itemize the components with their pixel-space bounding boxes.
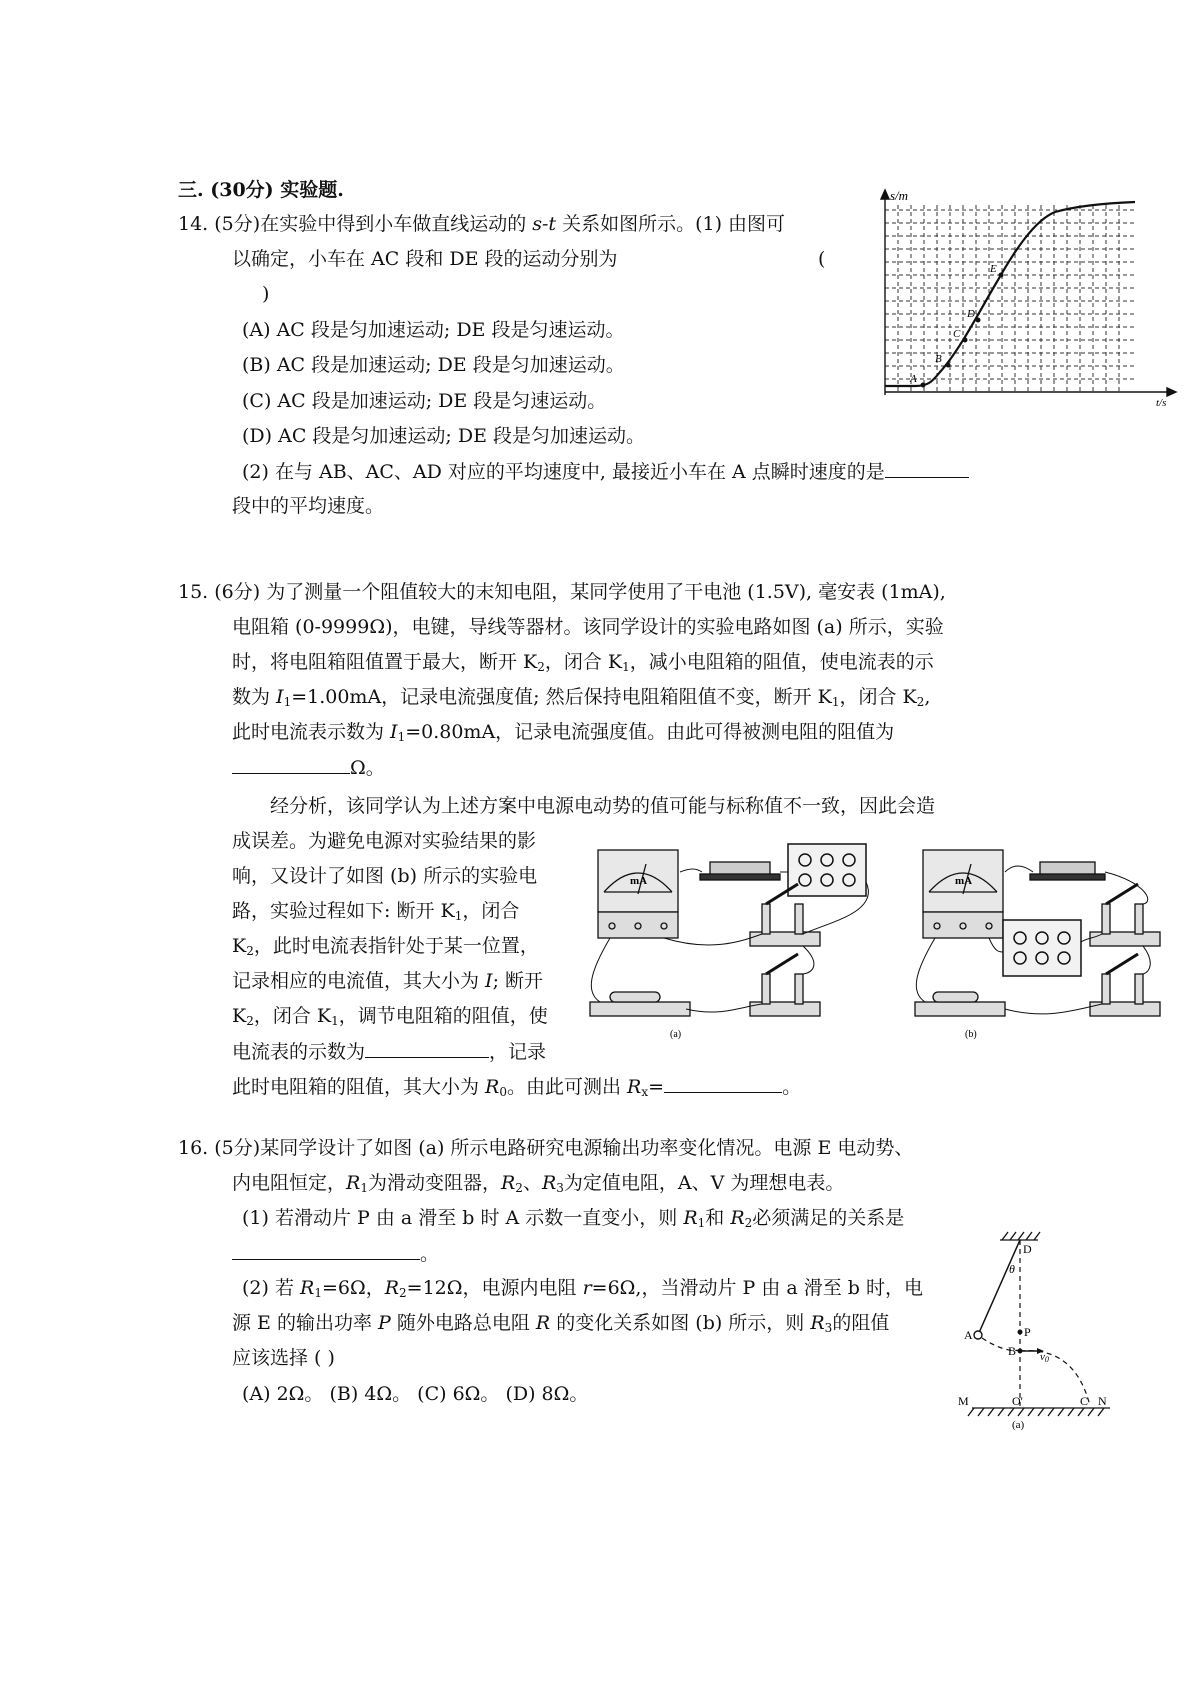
q16-score: (5分) (214, 1137, 261, 1159)
q15-score: (6分) (214, 581, 261, 603)
q15-line2: 电阻箱 (0-9999Ω)，电键，导线等器材。该同学设计的实验电路如图 (a) 所示，实验 (232, 616, 944, 638)
section-heading: 三. (30分) 实验题. (178, 179, 344, 201)
battery-a (700, 862, 780, 880)
q15-p2-line1: 经分析，该同学认为上述方案中电源电动势的值可能与标称值不一致，因此会造 (270, 795, 936, 817)
q16-line5: (2) 若 $R_1=6\Omega$，$R_2=12\Omega$，电源内电阻 r=6Ω,，当滑动片 P 由 a 滑至 b 时，电 (242, 1277, 923, 1300)
label-m: M (958, 1394, 969, 1408)
q15-answer-blank-2[interactable] (365, 1039, 489, 1058)
resistor-rx-a (590, 992, 690, 1016)
pendulum-bob (974, 1331, 982, 1339)
label-d: D (1023, 1242, 1032, 1256)
graph-grid (885, 205, 1135, 392)
circuit-figure-b (915, 842, 1165, 1042)
milliammeter (598, 850, 678, 938)
q16-line1: 16. (5分)某同学设计了如图 (a) 所示电路研究电源输出功率变化情况。电源 E 电动势、 (178, 1137, 914, 1159)
q15-p2-line6: 记录相应的电流值，其大小为 I; 断开 (232, 970, 544, 992)
q14-option-d: (D) AC 段是匀加速运动; DE 段是匀加速运动。 (242, 425, 645, 447)
label-v0: v0 (1040, 1351, 1049, 1364)
q16-line3: (1) 若滑动片 P 由 a 滑至 b 时 A 示数一直变小，则 $R_1$和 $R_2$必须满足的关系是 (242, 1207, 905, 1230)
q15-line4: 数为 $I_1=1.00mA$，记录电流强度值; 然后保持电阻箱阻值不变，断开 $K_1$，闭合 $K_2$, (232, 686, 931, 709)
resistor-rx-b (915, 992, 1005, 1016)
q15-p2-line9: 此时电阻箱的阻值，其大小为 $R_0$。由此可测出 $R_x=$ 。 (232, 1076, 802, 1099)
label-p: P (1024, 1325, 1031, 1339)
switch-k1-b (1090, 884, 1160, 946)
q16-answer-blank[interactable] (232, 1241, 420, 1260)
switch-k2-b (1090, 954, 1160, 1016)
q15-line5: 此时电流表示数为 $I_1=0.80mA$，记录电流强度值。由此可得被测电阻的阻值为 (232, 721, 895, 744)
resistance-box-a (788, 844, 866, 896)
switch-k2-a (750, 954, 820, 1016)
q15-p2-line2: 成误差。为避免电源对实验结果的影 (232, 830, 537, 852)
q14-line2: 以确定，小车在 AC 段和 DE 段的运动分别为 (232, 248, 618, 270)
pendulum-figure (960, 1228, 1160, 1438)
q15-answer-blank-3[interactable] (664, 1074, 782, 1093)
meter-label-a: mA (630, 875, 648, 887)
graph-ylabel: s/m (890, 188, 909, 203)
graph-point-a: A (910, 373, 917, 385)
q15-p2-line3: 响，又设计了如图 (b) 所示的实验电 (232, 865, 538, 887)
meter-label-b: mA (955, 875, 973, 887)
q15-answer-blank-1[interactable] (232, 755, 350, 774)
battery-b (1030, 862, 1105, 880)
q16-options: (A) 2Ω。 (B) 4Ω。 (C) 6Ω。 (D) 8Ω。 (242, 1383, 589, 1405)
q14-score: (5分) (214, 213, 261, 235)
q15-line3: 时，将电阻箱阻值置于最大，断开 $K_2$，闭合 $K_1$，减小电阻箱的阻值，使电流表的示 (232, 651, 934, 674)
resistance-box-b (1003, 920, 1081, 976)
label-theta: θ (1009, 1262, 1015, 1276)
milliammeter-b (923, 850, 1003, 938)
q15-p2-line4: 路，实验过程如下: 断开 $K_1$，闭合 (232, 900, 520, 923)
q16-number: 16. (178, 1137, 209, 1159)
q14-answer-blank[interactable] (885, 459, 969, 478)
st-graph (870, 190, 1190, 415)
q16-line7: 应该选择 ( ) (232, 1347, 335, 1369)
graph-point-e: E (990, 263, 997, 275)
graph-point-d: D (967, 308, 975, 320)
q14-answer-paren-close: ) (262, 283, 270, 305)
ground (968, 1408, 1110, 1416)
graph-point-c: C (953, 328, 961, 340)
graph-point-b: B (935, 353, 942, 365)
q15-p2-line7: $K_2$，闭合 $K_1$，调节电阻箱的阻值，使 (232, 1005, 548, 1028)
label-a: A (964, 1328, 973, 1342)
q16-line6: 源 E 的输出功率 P 随外电路总电阻 R 的变化关系如图 (b) 所示，则 $R_3$的阻值 (232, 1312, 890, 1335)
q15-number: 15. (178, 581, 209, 603)
q14-part2-line1: (2) 在与 AB、AC、AD 对应的平均速度中, 最接近小车在 A 点瞬时速度的是 (242, 459, 969, 484)
q16-line4: 。 (232, 1241, 439, 1266)
q16-line2: 内电阻恒定，$R_1$为滑动变阻器，$R_2$、$R_3$为定值电阻，A、V 为理想电表。 (232, 1172, 845, 1195)
q14-number: 14. (178, 213, 209, 235)
q14-option-b: (B) AC 段是加速运动; DE 段是匀加速运动。 (242, 354, 625, 376)
q14-option-c: (C) AC 段是加速运动; DE 段是匀速运动。 (242, 390, 607, 412)
graph-xlabel: t/s (1156, 397, 1167, 409)
fig-b-caption: (b) (965, 1029, 977, 1040)
point-p-dot (1018, 1330, 1023, 1335)
figure-caption: (a) (1012, 1419, 1025, 1431)
label-c: C (1080, 1394, 1089, 1408)
label-n: N (1098, 1394, 1107, 1408)
label-b: B (1008, 1344, 1017, 1358)
q14-option-a: (A) AC 段是匀加速运动; DE 段是匀速运动。 (242, 319, 625, 341)
label-o: O' (1012, 1394, 1023, 1408)
q15-line6: Ω。 (232, 755, 385, 780)
circuit-figure-a (590, 842, 890, 1042)
q14-part2-line2: 段中的平均速度。 (232, 495, 385, 517)
q15-p2-line8: 电流表的示数为 ，记录 (232, 1041, 547, 1063)
q15-line1: 15. (6分) 为了测量一个阻值较大的末知电阻，某同学使用了干电池 (1.5V), 毫安表 (1mA), (178, 581, 946, 603)
fig-a-caption: (a) (670, 1029, 682, 1040)
pendulum-string (978, 1240, 1020, 1335)
st-curve (885, 202, 1135, 386)
q14-answer-paren-open: ( (818, 248, 826, 270)
q15-p2-line5: $K_2$，此时电流表指针处于某一位置， (232, 935, 539, 958)
q14-line1: 14. (5分)在实验中得到小车做直线运动的 s-t 关系如图所示。(1) 由图可 (178, 213, 786, 235)
ceiling (1000, 1232, 1040, 1240)
